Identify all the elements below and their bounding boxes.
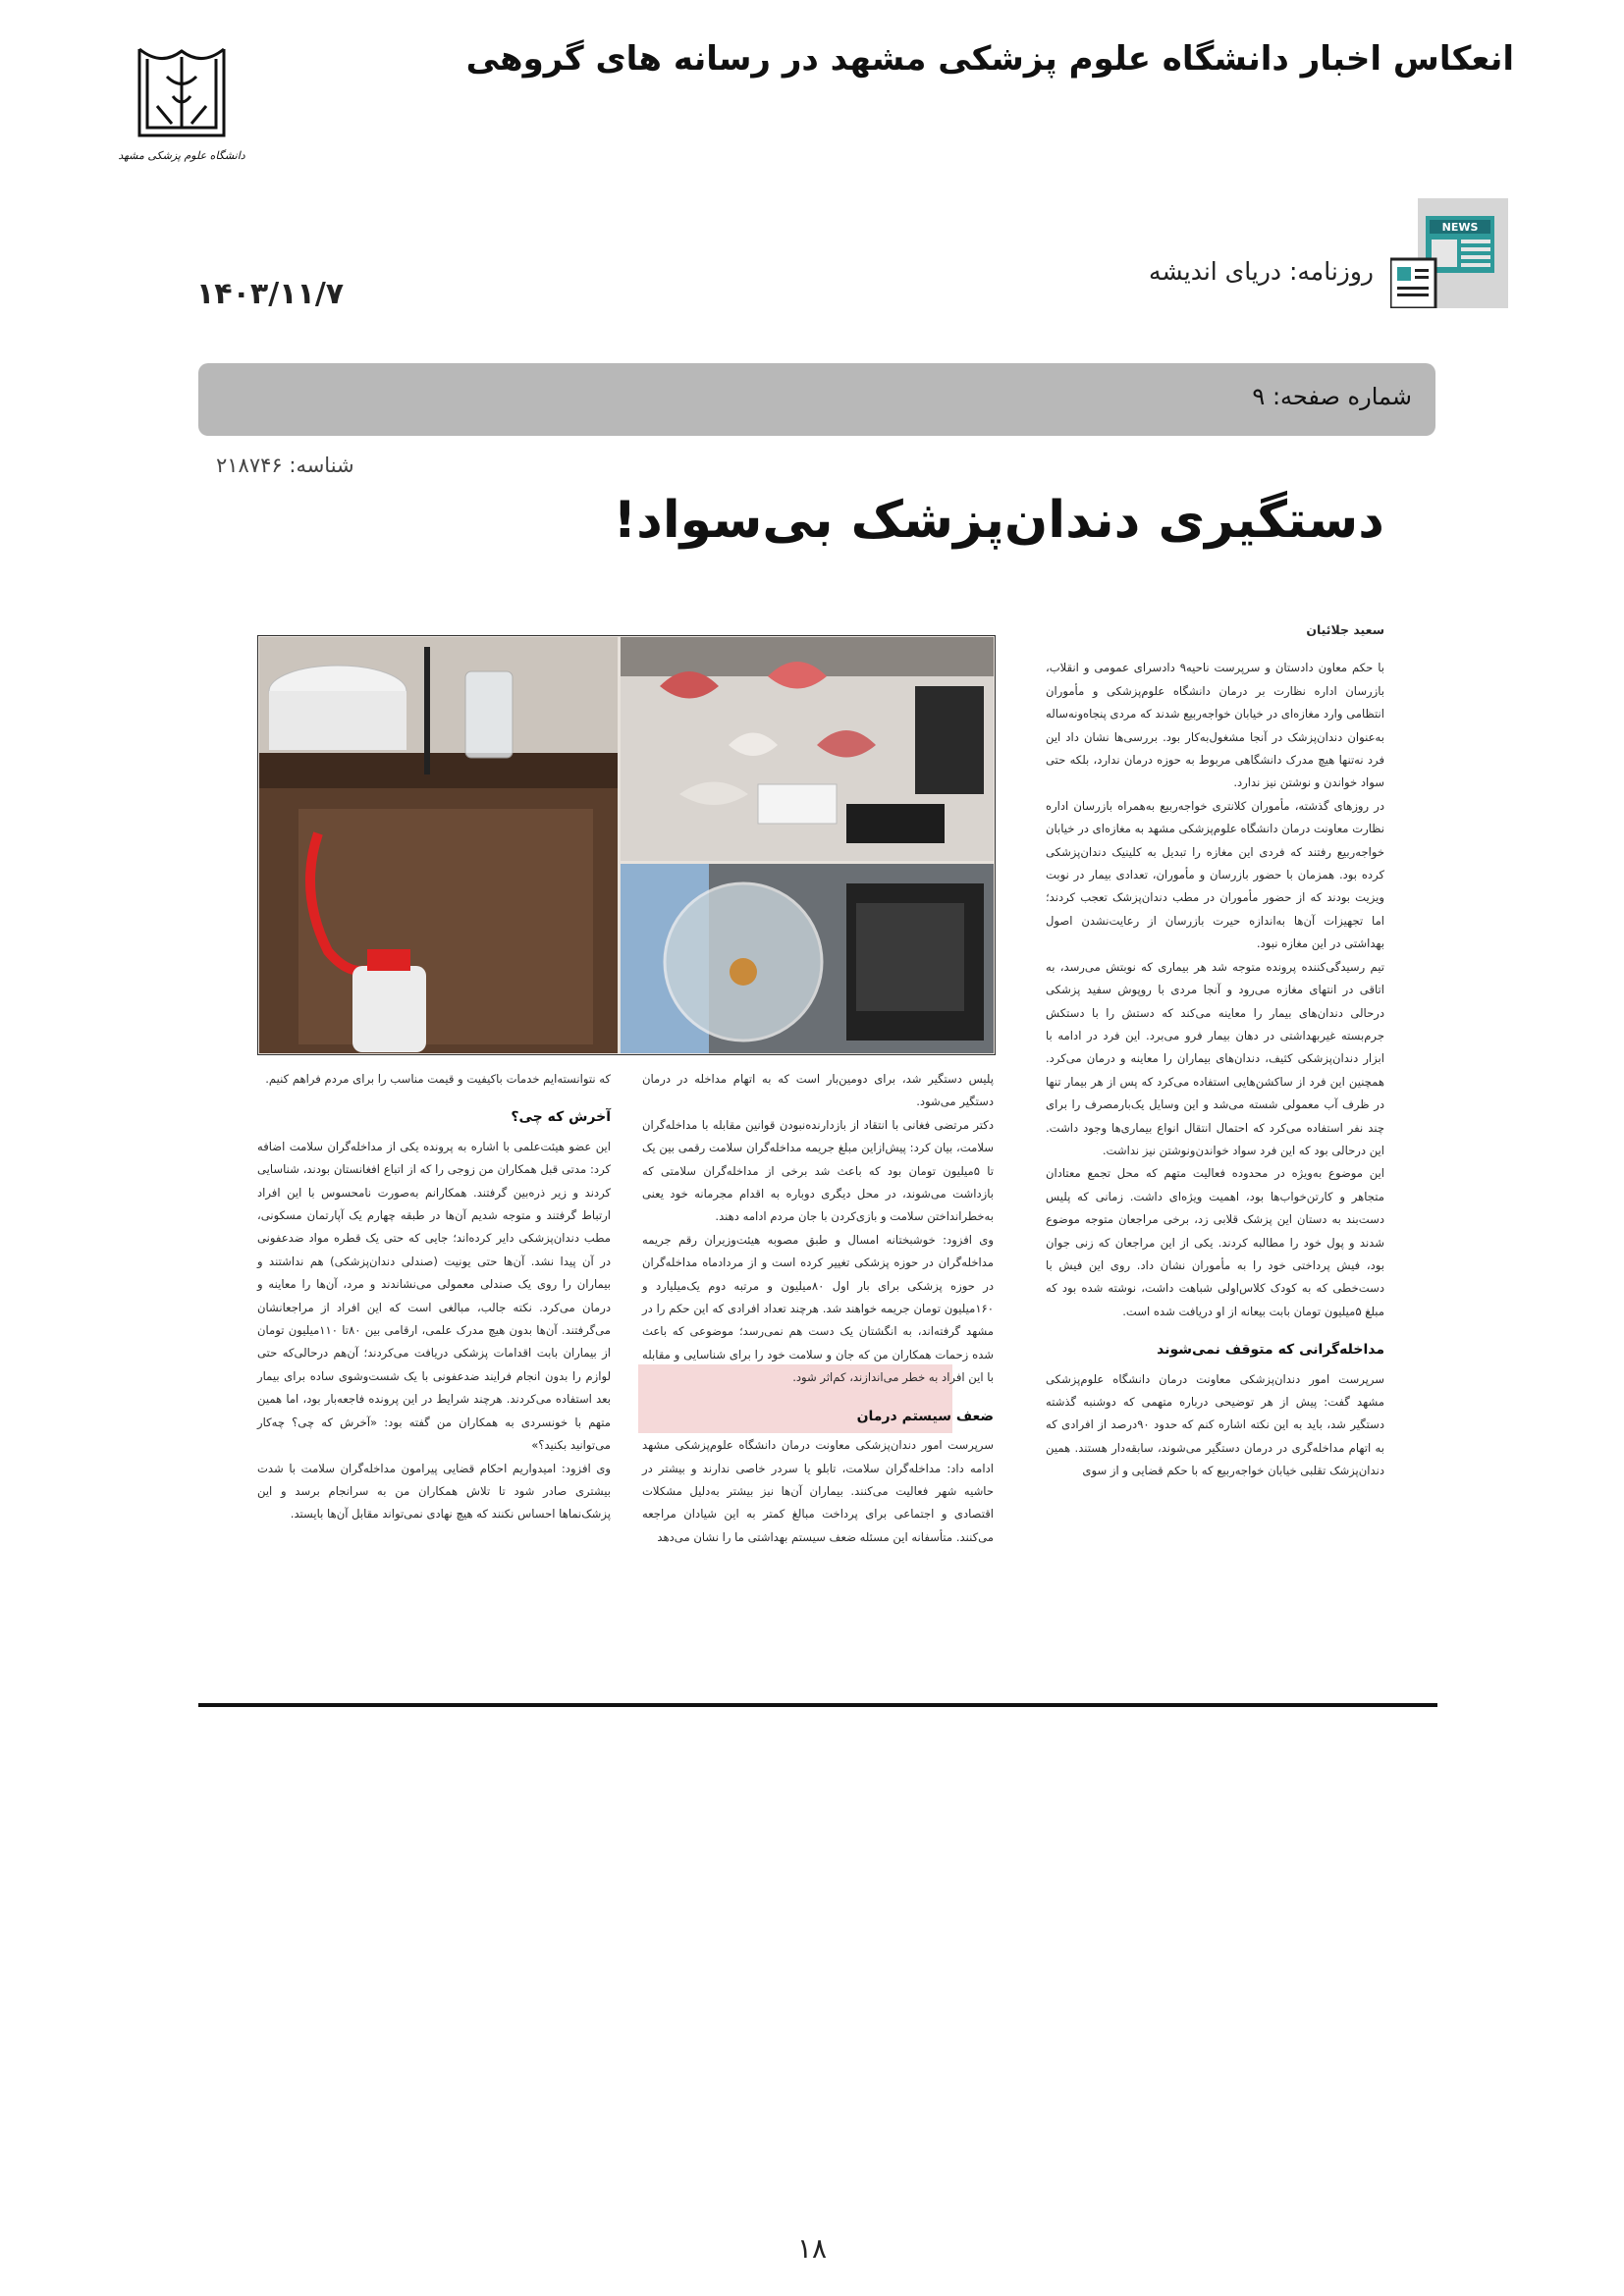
instruments-bowl-photo: [621, 864, 994, 1053]
article-photo-collage: [257, 635, 996, 1055]
page-number-bar: [198, 363, 1435, 436]
section-heading: مداخله‌گرانی که متوقف نمی‌شوند: [1157, 1342, 1384, 1359]
article-paragraph: دکتر مرتضی فغانی با انتقاد از بازدارنده‌نبودن قوانین مقابله با مداخله‌گران سلامت، بیان کرد: پیش‌ازاین مبلغ جریمه مداخله‌گران سلامت رقمی بین یک تا ۵میلیون تومان بود که باعث شد برخی از مداخله‌گران سلامتی که بازداشت می‌شوند، در محل دیگری دوباره به اقدام مجرمانه خود یعنی به‌خطرانداختن سلامت و بازی‌کردن با جان مردم ادامه دهند.: [642, 1117, 994, 1224]
section-heading: ضعف سیستم درمان: [856, 1408, 994, 1424]
article-paragraph: پلیس دستگیر شد، برای دومین‌بار است که به اتهام مداخله در درمان دستگیر می‌شود.: [642, 1072, 994, 1109]
article-column-right: [1046, 618, 1384, 1483]
section-heading: آخرش که چی؟: [511, 1109, 611, 1126]
article-paragraph: وی افزود: خوشبختانه امسال و طبق مصوبه هیئت‌وزیران رقم جریمه مداخله‌گران در حوزه پزشکی تغییر کرده است و از مرداد‌ماه مداخله‌گران در حوزه پزشکی برای بار اول ۸۰میلیون و مرتبه دوم یک‌میلیارد و ۱۶۰میلیون تومان جریمه خواهند شد. هرچند تعداد افرادی که این حکم را در مشهد گرفته‌اند، به انگشتان یک دست هم نمی‌رسد؛ موضوعی که باعث شده زحمات همکاران من که جان و سلامت خود را برای شناسایی و مقابله با این افراد به خطر می‌اندازند، کم‌اثر شود.: [642, 1232, 994, 1385]
page-number: شماره صفحه: ۹: [1252, 383, 1412, 410]
article-paragraph: در روزهای گذشته، مأموران کلانتری خواجه‌ربیع به‌همراه بازرسان اداره نظارت معاونت درمان دانشگاه علوم‌پزشکی مشهد به مغازه‌ای در خیابان خواجه‌ربیع رفتند که فردی این مغازه را تبدیل به کلینیک دندان‌پزشکی کرده بود. همزمان با حضور بازرسان و مأموران، تعدادی بیمار در نوبت ویزیت بودند که از حضور مأموران در مطب دندان‌پزشک تعجب کردند؛ اما تجهیزات آن‌ها به‌اندازه حیرت بازرسان از رعایت‌نشدن اصول بهداشتی در این مغازه نبود.: [1046, 798, 1384, 951]
logo-caption: دانشگاه علوم پزشکی مشهد: [118, 149, 245, 162]
article-paragraph: این موضوع به‌ویژه در محدوده فعالیت متهم که محل تجمع معتادان متجاهر و کارتن‌خواب‌ها بود، اهمیت ویژه‌ای داشت. زمانی که پلیس دست‌بند به دستان این پزشک قلابی زد، برخی مراجعان متوجه موضوع شدند و پول خود را مطالبه کردند. یکی از این مراجعان که زنی جوان بود، فیش پرداختی خود را به مأموران نشان داد. روی این فیش با دست‌خطی که به کودک کلاس‌اولی شباهت داشت، نوشته شده بود که مبلغ ۵میلیون تومان بابت بیعانه از او دریافت شده است.: [1046, 1166, 1384, 1318]
article-paragraph: که نتوانسته‌ایم خدمات باکیفیت و قیمت مناسب را برای مردم فراهم کنیم.: [265, 1072, 611, 1086]
article-paragraph: سرپرست امور دندان‌پزشکی معاونت درمان دانشگاه علوم‌پزشکی مشهد گفت: پیش از هر توضیحی درباره متهمی که دوشنبه گذشته دستگیر شد، باید به این نکته اشاره کنم که حدود ۹۰درصد از افرادی که به اتهام مداخله‌گری در درمان دستگیر می‌شوند، سابقه‌دار هستند. همین دندان‌پزشک تقلبی خیابان خواجه‌ربیع که با حکم قضایی و از سوی: [1046, 1371, 1385, 1478]
article-column-middle: [642, 1068, 994, 1549]
university-emblem-icon: [118, 37, 245, 170]
document-id: شناسه: ۲۱۸۷۴۶: [216, 454, 354, 477]
university-logo: [118, 37, 245, 170]
newspaper-icon: [1390, 198, 1508, 308]
article-paragraph: وی افزود: امیدواریم احکام قضایی پیرامون مداخله‌گران سلامت با شدت بیشتری صادر شود تا تلاش همکاران من به سرانجام برسد و این پزشک‌نماها احساس نکنند که هیچ نهادی نمی‌تواند مقابل آن‌ها بایستد.: [257, 1461, 611, 1522]
page-header-title: انعکاس اخبار دانشگاه علوم پزشکی مشهد در رسانه های گروهی: [465, 39, 1514, 79]
news-icon-label: NEWS: [1441, 221, 1479, 234]
page-footer-number: ۱۸: [797, 2232, 828, 2265]
dental-molds-photo: [621, 637, 994, 861]
article-column-left: [257, 1068, 611, 1526]
article-author: سعید جلائیان: [1306, 622, 1384, 637]
article-headline: دستگیری دندان‌پزشک بی‌سواد!: [613, 491, 1384, 550]
article-paragraph: سرپرست امور دندان‌پزشکی معاونت درمان دانشگاه علوم‌پزشکی مشهد ادامه داد: مداخله‌گران سلامت، تابلو یا سردر خاصی ندارند و بیشتر در حاشیه شهر فعالیت می‌کنند. بیماران آن‌ها نیز بیشتر به‌دلیل مشکلات اقتصادی و اجتماعی برای پرداخت مبالغ کمتر به این شیادان مراجعه می‌کنند. متأسفانه این مسئله ضعف سیستم بهداشتی ما را نشان می‌دهد: [642, 1438, 994, 1544]
publish-date: ۱۴۰۳/۱۱/۷: [196, 277, 345, 311]
newspaper-name: روزنامه: دریای اندیشه: [1149, 257, 1374, 286]
bottom-divider: [198, 1703, 1437, 1707]
article-paragraph: این عضو هیئت‌علمی با اشاره به پرونده یکی از مداخله‌گران سلامت اضافه کرد: مدتی قبل همکاران من زوجی را که از اتباع افغانستان بودند، شناسایی کردند و زیر ذره‌بین گرفتند. همکارانم به‌صورت نامحسوس با این افراد ارتباط گرفتند و متوجه شدیم آن‌ها در طبقه چهارم یک آپارتمان مسکونی، مطب دندان‌پزشکی دایر کرده‌اند؛ جایی که حتی یک قطره مواد ضدعفونی در آن پیدا نشد. آن‌ها حتی یونیت (صندلی دندان‌پزشکی) هم نداشتند و بیماران را روی یک صندلی معمولی می‌نشاندند و مرد، آن‌ها را معاینه و درمان می‌کرد. نکته جالب، مبالغی است که این افراد از مراجعانشان می‌گرفتند. آن‌ها بدون هیچ مدرک علمی، ارقامی بین ۸۰تا ۱۱۰میلیون تومان از بیماران بابت اقدامات پزشکی دریافت می‌کردند؛ آن‌هم درحالی‌که حتی لوازم را بدون انجام فرایند ضدعفونی با یک شست‌وشوی ساده برای بیمار بعد استفاده می‌کردند. هرچند شرایط در این پرونده فاجعه‌بار بود، اما همین متهم با خونسردی به همکاران من گفته بود: «آخرش که چی؟ چه‌کار می‌توانید بکنید؟»: [257, 1139, 611, 1453]
article-paragraph: تیم رسیدگی‌کننده پرونده متوجه شد هر بیماری که نوبتش می‌رسد، به اتاقی در انتهای مغازه می‌رود و آنجا مردی با روپوش سفید پزشکی درحالی دندان‌های بیمار را معاینه می‌کند که دستش را با دستکش جرم‌بسته غیربهداشتی در دهان بیمار فرو می‌برد. این فرد در ادامه با ابزار دندان‌پزشکی کثیف، دندان‌های بیماران را معاینه و درمان می‌کرد. همچنین این فرد از ساکشن‌هایی استفاده می‌کرد که پس از هر بیمار تنها در ظرف آب معمولی شسته می‌شد و این وسایل یک‌بارمصرف را برای چند نفر استفاده می‌کرد که احتمال انتقال انواع بیماری‌ها وجود داشت. این درحالی بود که این فرد سواد خواندن‌ونوشتن نیز نداشت.: [1046, 959, 1384, 1157]
clinic-cabinet-photo: [259, 637, 618, 1053]
article-paragraph: با حکم معاون دادستان و سرپرست ناحیه۹ دادسرای عمومی و انقلاب، بازرسان اداره نظارت بر درمان دانشگاه علوم‌پزشکی و مأموران انتظامی وارد مغازه‌ای در خیابان خواجه‌ربیع شدند که مردی پنجاه‌ونه‌ساله به‌عنوان دندان‌پزشک در آنجا مشغول‌به‌کار بود. بررسی‌ها نشان داد این فرد نه‌تنها هیچ مدرک دانشگاهی مربوط به حوزه درمان ندارد، بلکه حتی سواد خواندن و نوشتن نیز ندارد.: [1046, 661, 1385, 790]
